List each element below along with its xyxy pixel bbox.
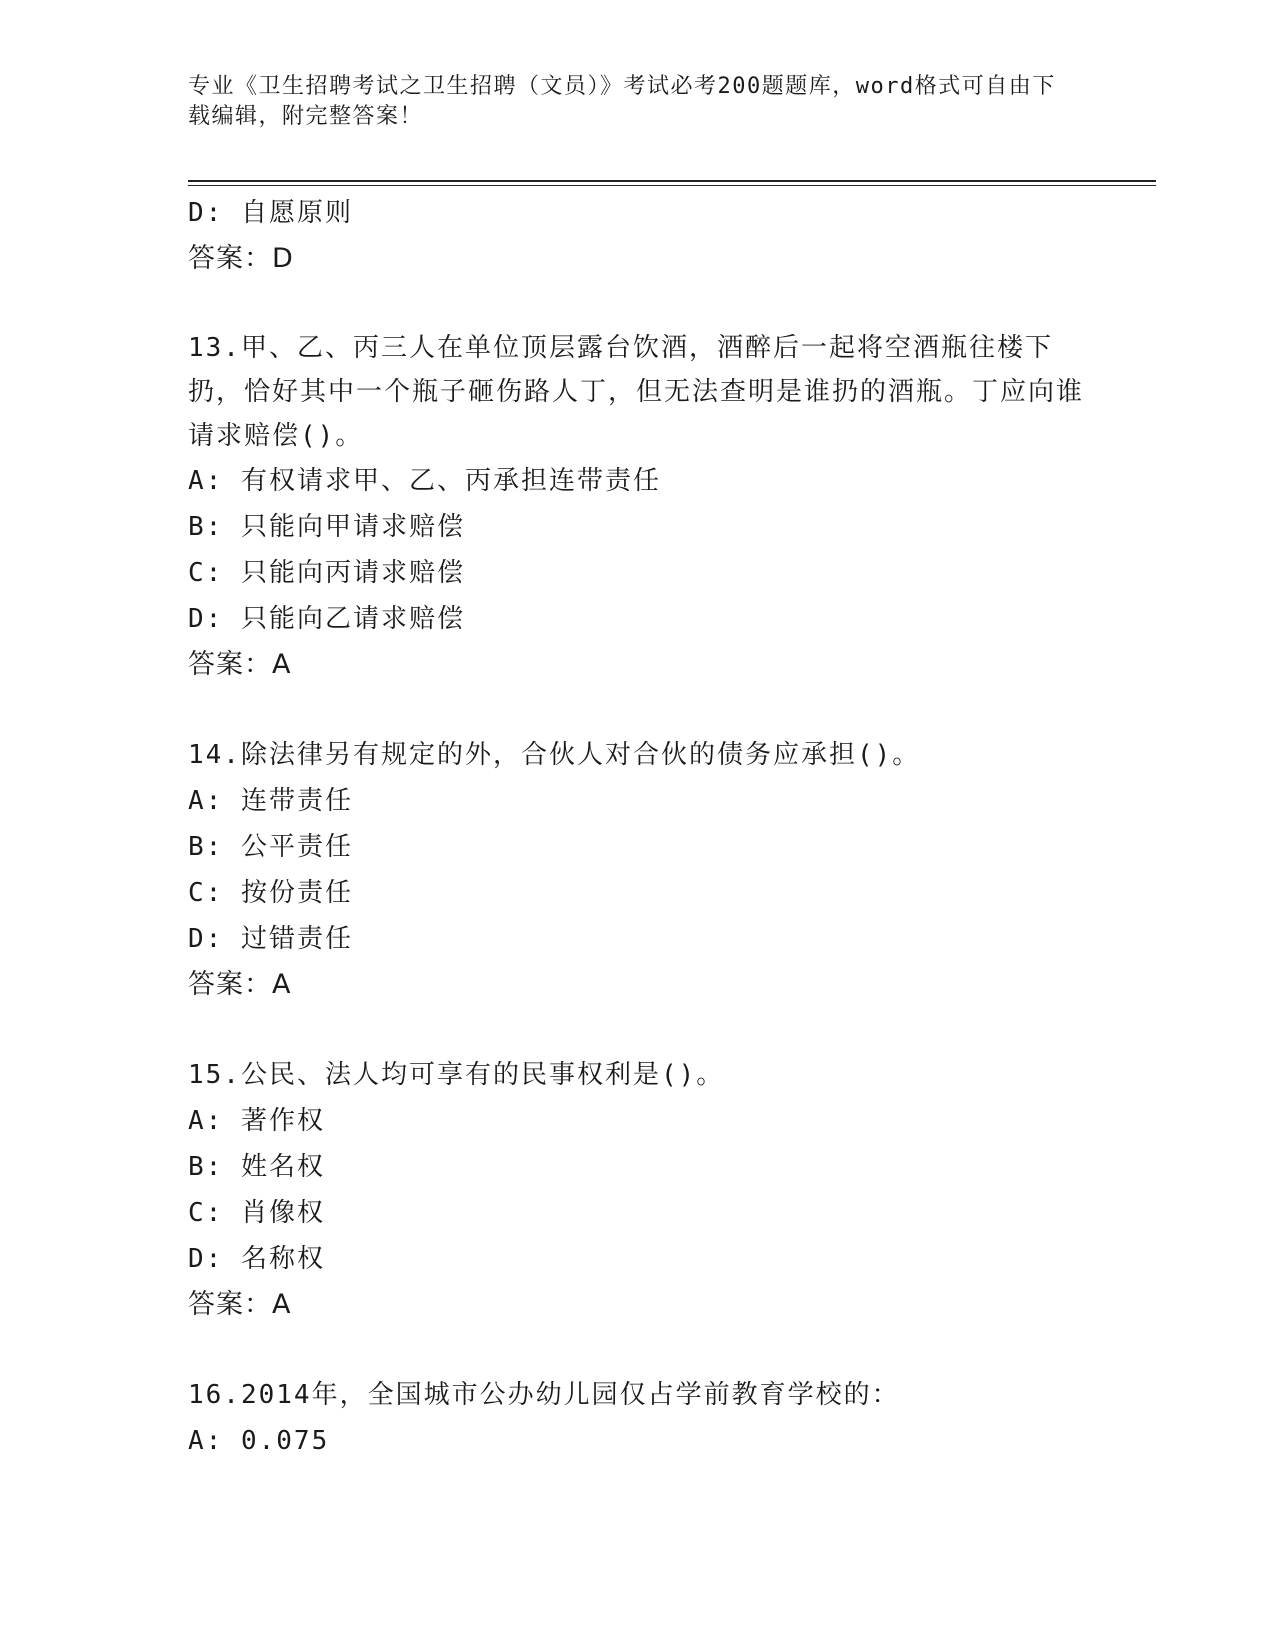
option-d: D: 名称权 [188, 1244, 325, 1274]
option-a: A: 0.075 [188, 1426, 330, 1456]
header-rule-thick [188, 180, 1156, 182]
answer-line: 答案：A [188, 649, 292, 680]
header-rule-thin [188, 185, 1156, 186]
option-c: C: 只能向丙请求赔偿 [188, 558, 465, 588]
spacer [188, 688, 1088, 732]
option-d: D: 自愿原则 [188, 198, 353, 228]
question-stem: 14.除法律另有规定的外，合伙人对合伙的债务应承担()。 [188, 740, 921, 770]
answer-line: 答案：D [188, 243, 294, 274]
question-block-15 [188, 1052, 1088, 1328]
question-stem-text: 13.甲、乙、丙三人在单位顶层露台饮酒，酒醉后一起将空酒瓶往楼下扔，恰好其中一个瓶子砸伤路人丁，但无法查明是谁扔的酒瓶。丁应向谁请求赔偿()。 [188, 333, 1085, 451]
spacer [188, 282, 1088, 326]
option-a: A: 有权请求甲、乙、丙承担连带责任 [188, 466, 661, 496]
option-d: D: 只能向乙请求赔偿 [188, 604, 465, 634]
question-block-13 [188, 326, 1088, 688]
question-block-16 [188, 1372, 1088, 1464]
spacer [188, 1008, 1088, 1052]
option-b: B: 公平责任 [188, 832, 353, 862]
option-c: C: 按份责任 [188, 878, 353, 908]
answer-line: 答案：A [188, 1289, 292, 1320]
question-list [188, 190, 1088, 1464]
question-stem [188, 326, 1088, 458]
question-block-14 [188, 732, 1088, 1008]
question-block-12 [188, 190, 1088, 282]
option-a: A: 著作权 [188, 1106, 325, 1136]
spacer [188, 1328, 1088, 1372]
answer-line: 答案：A [188, 969, 292, 1000]
question-stem: 15.公民、法人均可享有的民事权利是()。 [188, 1060, 725, 1090]
option-b: B: 只能向甲请求赔偿 [188, 512, 465, 542]
question-stem: 16.2014年，全国城市公办幼儿园仅占学前教育学校的： [188, 1380, 900, 1410]
option-d: D: 过错责任 [188, 924, 353, 954]
option-b: B: 姓名权 [188, 1152, 325, 1182]
header-text: 专业《卫生招聘考试之卫生招聘（文员）》考试必考200题题库，word格式可自由下载编辑，附完整答案！ [188, 74, 1056, 129]
option-c: C: 肖像权 [188, 1198, 325, 1228]
document-header [188, 72, 1068, 132]
option-a: A: 连带责任 [188, 786, 353, 816]
